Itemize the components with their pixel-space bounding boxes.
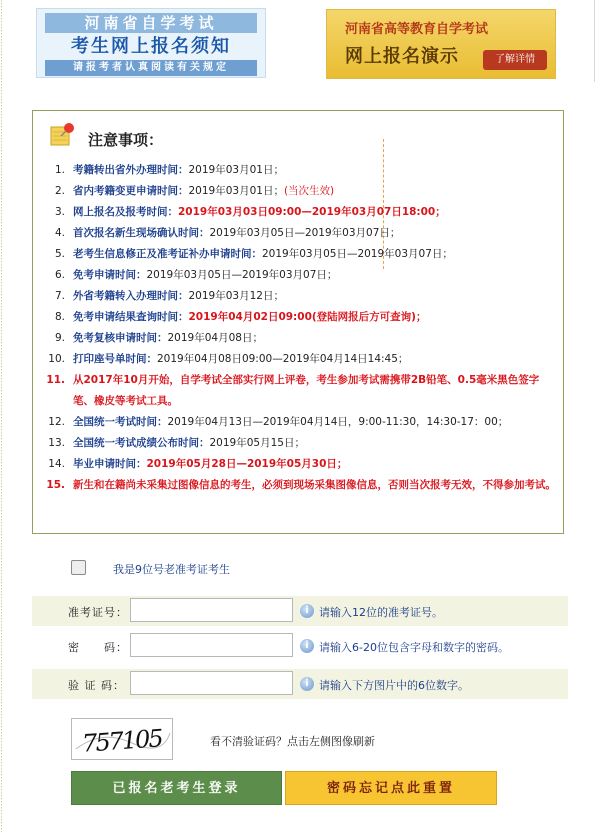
item-value: 2019年04月08日09:00—2019年04月14日14:45；: [157, 353, 409, 365]
list-item: [33, 244, 565, 265]
list-item: [33, 181, 565, 202]
list-item: [33, 349, 565, 370]
list-item: [33, 412, 565, 433]
item-value: 2019年05月15日；: [209, 437, 305, 449]
exam-number-row: [32, 596, 568, 626]
exam-number-label: 准考证号：: [68, 606, 128, 619]
item-label: 打印座号单时间：: [73, 353, 157, 365]
item-label: 网上报名及报考时间：: [73, 206, 178, 218]
pushpin-icon: [49, 121, 79, 147]
notice-box: [32, 110, 564, 534]
verify-code-label: 验 证 码：: [68, 679, 125, 692]
banner-right-line2: 网上报名演示: [345, 46, 459, 67]
exam-number-hint: 请输入12位的准考证号。: [319, 606, 443, 619]
item-number: 14.: [48, 458, 65, 470]
item-warning: 新生和在籍尚未采集过图像信息的考生，必须到现场采集图像信息，否则当次报考无效，不得参加考试。: [73, 479, 556, 491]
item-label: 免考复核申请时间：: [73, 332, 168, 344]
banner-left-line1: 河南省自学考试: [45, 13, 257, 33]
password-hint: 请输入6-20位包含字母和数字的密码。: [319, 641, 509, 654]
notice-list: [33, 160, 565, 517]
item-value: 2019年03月01日；: [188, 164, 284, 176]
info-icon: i: [300, 677, 314, 691]
item-label: 考籍转出省外办理时间：: [73, 164, 189, 176]
banner-left-line3: 请报考者认真阅读有关规定: [45, 60, 257, 76]
item-label: 免考申请时间：: [73, 269, 147, 281]
password-label: 密 码：: [68, 641, 128, 654]
notice-title: 注意事项：: [88, 131, 164, 149]
item-label: 首次报名新生现场确认时间：: [73, 227, 210, 239]
list-item: [33, 223, 565, 244]
registration-demo-banner[interactable]: [326, 9, 556, 79]
item-label: 外省考籍转入办理时间：: [73, 290, 189, 302]
captcha-refresh-hint: 看不清验证码？点击左侧图像刷新: [210, 735, 375, 748]
list-item: [33, 160, 565, 181]
item-number: 10.: [48, 353, 65, 365]
login-button[interactable]: 已报名老考生登录: [71, 771, 282, 805]
captcha-image[interactable]: [71, 718, 173, 760]
item-value: 2019年03月05日—2019年03月07日；: [209, 227, 401, 239]
info-icon: i: [300, 639, 314, 653]
item-number: 4.: [54, 227, 65, 239]
item-value: 2019年04月13日—2019年04月14日，9:00-11:30，14:30-17：00；: [167, 416, 509, 428]
verify-code-row: [32, 669, 568, 699]
item-value: 2019年03月01日；: [188, 185, 284, 197]
captcha-graphic: [72, 719, 172, 759]
item-number: 11.: [46, 374, 65, 386]
item-number: 15.: [46, 479, 65, 491]
list-item: [33, 370, 565, 412]
item-value: 2019年03月05日—2019年03月07日；: [262, 248, 453, 260]
reset-password-button[interactable]: 密码忘记点此重置: [285, 771, 497, 805]
item-label: 全国统一考试成绩公布时间：: [73, 437, 210, 449]
list-item: [33, 307, 565, 328]
list-item: [33, 202, 565, 223]
item-label: 省内考籍变更申请时间：: [73, 185, 189, 197]
item-highlight: 2019年03月03日09:00—2019年03月07日18:00；: [178, 206, 446, 218]
item-value: 2019年04月08日；: [167, 332, 263, 344]
old-candidate-checkbox[interactable]: [71, 560, 86, 575]
list-item: [33, 433, 565, 454]
info-icon: i: [300, 604, 314, 618]
list-item: [33, 328, 565, 349]
item-highlight: 2019年05月28日—2019年05月30日；: [146, 458, 348, 470]
item-label: 毕业申请时间：: [73, 458, 147, 470]
item-value: 2019年03月12日；: [188, 290, 284, 302]
password-input[interactable]: [130, 633, 293, 657]
item-label: 老考生信息修正及准考证补办申请时间：: [73, 248, 262, 260]
learn-more-button[interactable]: 了解详情: [483, 50, 547, 70]
old-candidate-label[interactable]: 我是9位号老准考证考生: [113, 563, 230, 576]
item-number: 6.: [54, 269, 65, 281]
item-warning: 从2017年10月开始，自学考试全部实行网上评卷，考生参加考试需携带2B铅笔、0.5毫米黑色签字笔、橡皮等考试工具。: [73, 374, 540, 407]
item-number: 12.: [48, 416, 65, 428]
item-number: 9.: [54, 332, 65, 344]
page-left-border: [1, 0, 2, 832]
item-label: 全国统一考试时间：: [73, 416, 168, 428]
list-item: [33, 454, 565, 475]
item-highlight: 2019年04月02日09:00(登陆网报后方可查询)；: [188, 311, 427, 323]
item-number: 1.: [54, 164, 65, 176]
item-label: 免考申请结果查询时间：: [73, 311, 189, 323]
page-right-border: [594, 0, 595, 82]
item-note: (当次生效): [283, 185, 335, 197]
password-row: [32, 631, 568, 661]
banner-left-line2: 考生网上报名须知: [71, 36, 231, 57]
captcha-text: 757105: [81, 724, 163, 758]
item-value: 2019年03月05日—2019年03月07日；: [146, 269, 338, 281]
item-number: 3.: [54, 206, 65, 218]
item-number: 7.: [54, 290, 65, 302]
exam-number-input[interactable]: [130, 598, 293, 622]
item-number: 13.: [48, 437, 65, 449]
item-number: 5.: [54, 248, 65, 260]
registration-notice-banner[interactable]: [36, 8, 266, 78]
list-item: [33, 475, 565, 517]
verify-code-input[interactable]: [130, 671, 293, 695]
item-number: 2.: [54, 185, 65, 197]
list-item: [33, 265, 565, 286]
item-number: 8.: [54, 311, 65, 323]
banner-right-line1: 河南省高等教育自学考试: [345, 22, 489, 37]
verify-code-hint: 请输入下方图片中的6位数字。: [319, 679, 469, 692]
list-item: [33, 286, 565, 307]
